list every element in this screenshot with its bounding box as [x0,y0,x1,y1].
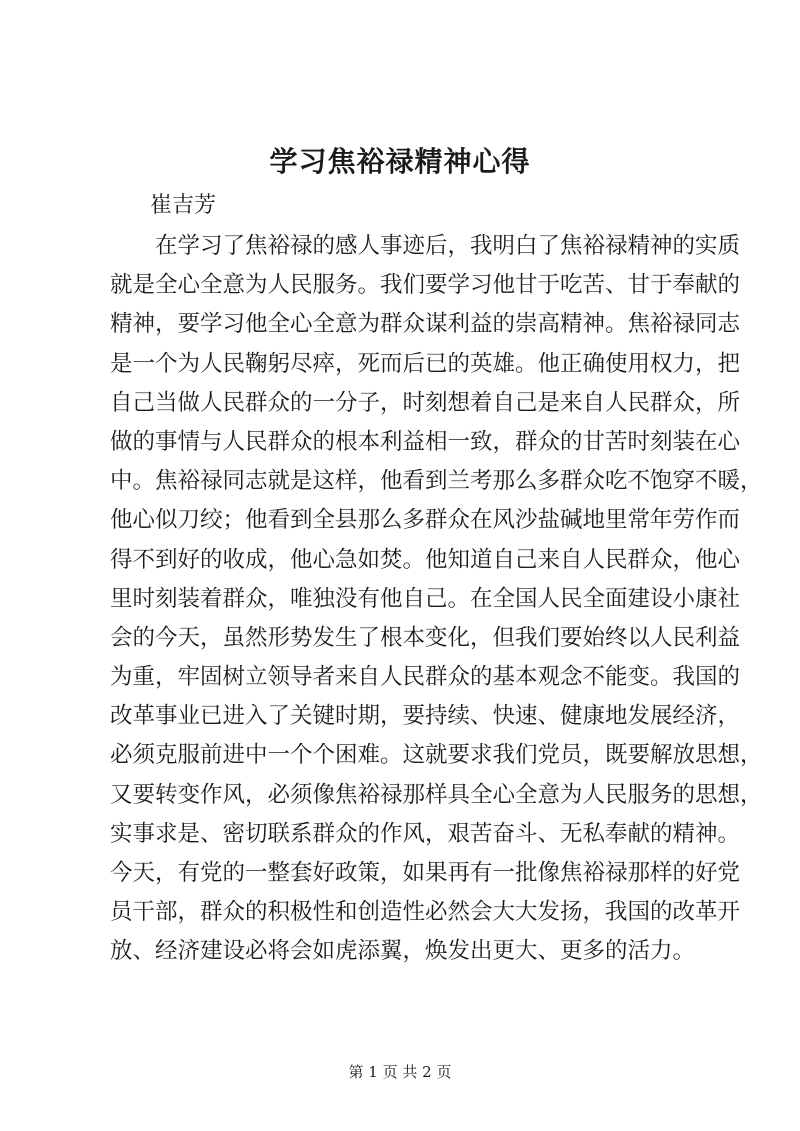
paragraph-line: 是一个为人民鞠躬尽瘁，死而后已的英雄。他正确使用权力，把 [110,350,741,377]
paragraph-line: 他心似刀绞；他看到全县那么多群众在风沙盐碱地里常年劳作而 [110,507,741,534]
paragraph-line: 改革事业已进入了关键时期，要持续、快速、健康地发展经济， [110,703,741,730]
paragraph-line: 在学习了焦裕禄的感人事迹后，我明白了焦裕禄精神的实质 [155,233,741,259]
paragraph-line: 今天，有党的一整套好政策，如果再有一批像焦裕禄那样的好党 [110,860,741,886]
paragraph-line: 员干部，群众的积极性和创造性必然会大大发扬，我国的改革开 [110,899,741,926]
paragraph-line: 做的事情与人民群众的根本利益相一致，群众的甘苦时刻装在心 [110,428,741,455]
paragraph-line: 得不到好的收成，他心急如焚。他知道自己来自人民群众，他心 [110,546,741,573]
paragraph-line: 必须克服前进中一个个困难。这就要求我们党员，既要解放思想， [110,742,763,769]
paragraph-line: 为重，牢固树立领导者来自人民群众的基本观念不能变。我国的 [110,664,741,691]
paragraph-line: 实事求是、密切联系群众的作风，艰苦奋斗、无私奉献的精神。 [110,820,741,847]
document-title: 学习焦裕禄精神心得 [269,145,531,178]
paragraph-line: 精神，要学习他全心全意为群众谋利益的崇高精神。焦裕禄同志 [110,311,741,338]
page-number-footer: 第 1 页 共 2 页 [348,1063,452,1081]
body-paragraph [110,227,763,972]
paragraph-line: 中。焦裕禄同志就是这样，他看到兰考那么多群众吃不饱穿不暖， [110,468,763,495]
paragraph-line: 就是全心全意为人民服务。我们要学习他甘于吃苦、甘于奉献的 [110,272,741,299]
paragraph-line: 又要转变作风，必须像焦裕禄那样具全心全意为人民服务的思想， [110,781,763,808]
author-name: 崔吉芳 [150,193,217,218]
paragraph-line: 会的今天，虽然形势发生了根本变化，但我们要始终以人民利益 [110,624,741,651]
paragraph-line: 里时刻装着群众，唯独没有他自己。在全国人民全面建设小康社 [110,585,741,612]
paragraph-line: 放、经济建设必将会如虎添翼，焕发出更大、更多的活力。 [110,938,696,965]
paragraph-line: 自己当做人民群众的一分子，时刻想着自己是来自人民群众，所 [110,389,741,416]
